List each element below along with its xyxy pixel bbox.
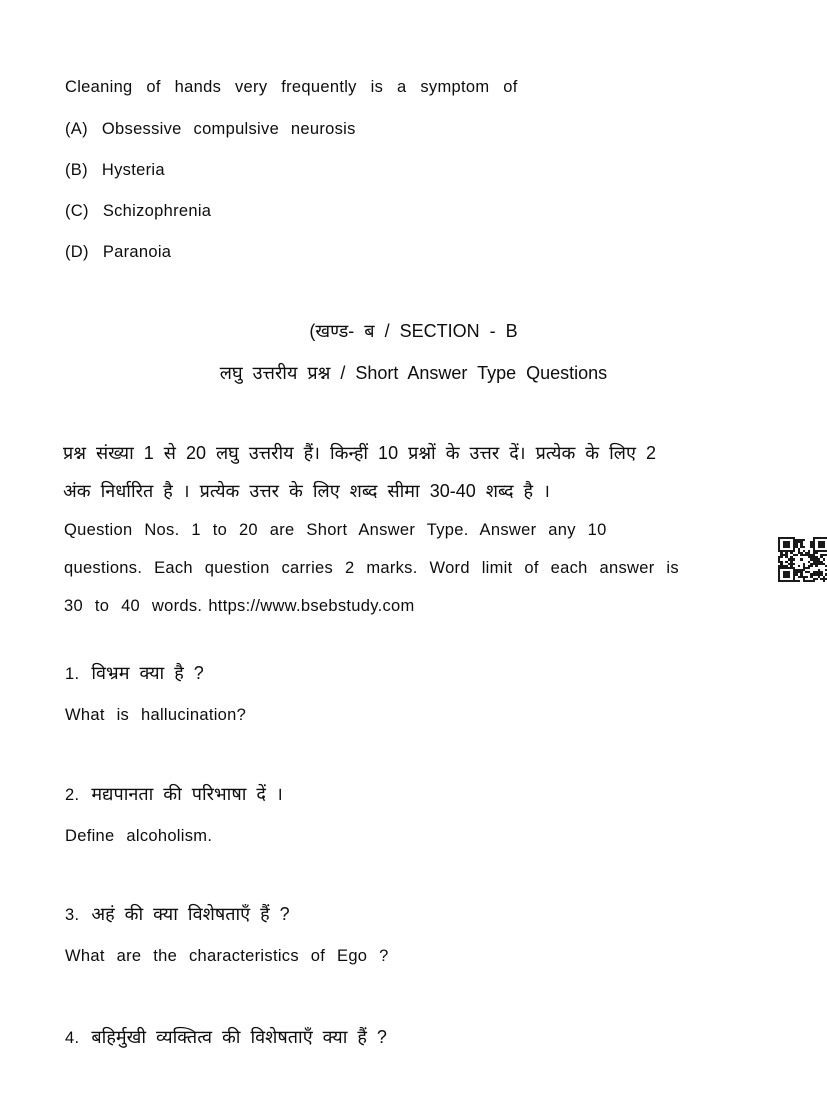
mcq-option-d-text: Paranoia	[102, 243, 172, 261]
mcq-option-a-text: Obsessive compulsive neurosis	[101, 120, 356, 138]
question-4-hindi	[65, 1024, 387, 1051]
mcq-option-a	[65, 117, 356, 141]
website-url: https://www.bsebstudy.com	[208, 597, 415, 615]
section-subheading: लघु उत्तरीय प्रश्न / Short Answer Type Questions	[219, 363, 608, 383]
question-2-english: Define alcoholism.	[65, 827, 213, 845]
question-3-number: 3.	[65, 906, 80, 924]
question-2-hindi	[65, 781, 283, 808]
question-2-number: 2.	[65, 786, 80, 804]
instructions-hindi-line-1: प्रश्न संख्या 1 से 20 लघु उत्तरीय हैं। किन्हीं 10 प्रश्नों के उत्तर दें। प्रत्येक के लिए 2	[63, 443, 656, 463]
mcq-option-b	[65, 158, 165, 182]
instructions-english-line-1: Question Nos. 1 to 20 are Short Answer Type. Answer any 10	[64, 521, 607, 539]
question-3-hindi	[65, 901, 290, 928]
instructions-english-line-2: questions. Each question carries 2 marks. Word limit of each answer is	[64, 559, 679, 577]
instructions-hindi-line-2: अंक निर्धारित है । प्रत्येक उत्तर के लिए शब्द सीमा 30-40 शब्द है ।	[63, 481, 550, 501]
question-3-hindi-text: अहं की क्या विशेषताएँ हैं ?	[91, 904, 290, 924]
question-3-english: What are the characteristics of Ego ?	[65, 947, 389, 965]
question-1-english: What is hallucination?	[65, 706, 247, 724]
question-1-hindi-text: विभ्रम क्या है ?	[91, 663, 204, 683]
instructions-english	[64, 511, 764, 625]
instructions-english-line-3	[64, 587, 764, 625]
mcq-option-a-label: (A)	[65, 120, 88, 138]
question-2-hindi-text: मद्यपानता की परिभाषा दें ।	[91, 784, 283, 804]
question-4-number: 4.	[65, 1029, 80, 1047]
mcq-option-c	[65, 199, 211, 223]
instructions-hindi	[63, 434, 753, 510]
qr-code-icon	[778, 537, 827, 582]
mcq-option-c-label: (C)	[65, 202, 89, 220]
mcq-option-c-text: Schizophrenia	[102, 202, 212, 220]
instructions-english-line-3-text: 30 to 40 words.	[64, 597, 203, 615]
question-1-number: 1.	[65, 665, 80, 683]
mcq-option-b-label: (B)	[65, 161, 88, 179]
mcq-option-d-label: (D)	[65, 243, 89, 261]
mcq-option-d	[65, 240, 171, 264]
question-1-hindi	[65, 660, 204, 687]
section-heading: (खण्ड- ब / SECTION - B	[309, 321, 518, 341]
mcq-question-stem: Cleaning of hands very frequently is a symptom of	[65, 78, 518, 96]
mcq-option-b-text: Hysteria	[101, 161, 165, 179]
question-4-hindi-text: बहिर्मुखी व्यक्तित्व की विशेषताएँ क्या हैं ?	[91, 1027, 387, 1047]
